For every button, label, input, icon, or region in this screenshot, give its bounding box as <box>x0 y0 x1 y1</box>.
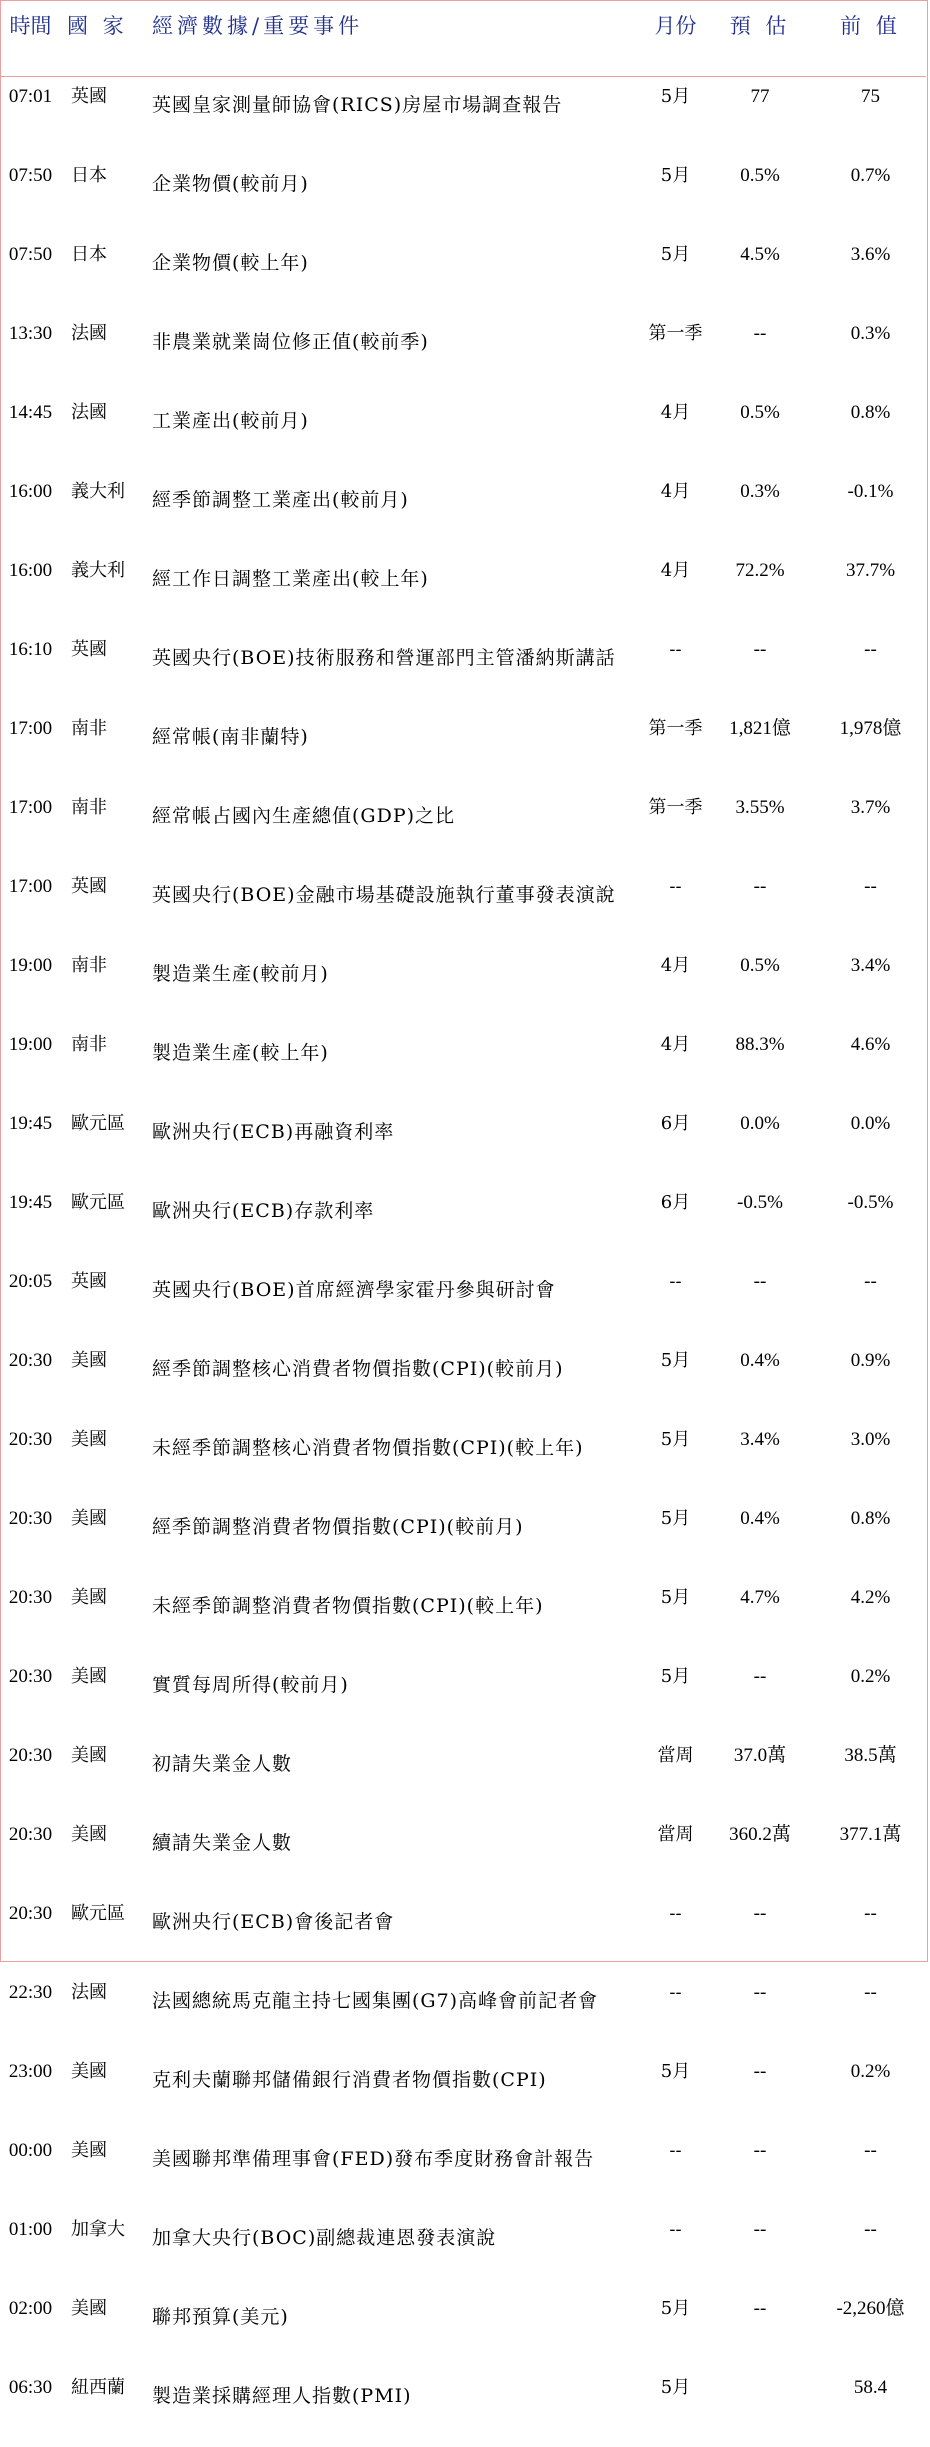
row-month: 5月 <box>646 2052 705 2131</box>
row-country: 美國 <box>61 2289 144 2368</box>
row-month: 當周 <box>646 1815 705 1894</box>
row-event: 克利夫蘭聯邦儲備銀行消費者物價指數(CPI) <box>144 2052 646 2131</box>
row-event: 實質每周所得(較前月) <box>144 1657 646 1736</box>
row-event: 經季節調整工業產出(較前月) <box>144 472 646 551</box>
row-country: 南非 <box>61 709 144 788</box>
row-estimate: 3.4% <box>705 1420 815 1499</box>
row-event: 企業物價(較前月) <box>144 156 646 235</box>
row-event: 歐洲央行(ECB)存款利率 <box>144 1183 646 1262</box>
row-event: 經季節調整核心消費者物價指數(CPI)(較前月) <box>144 1341 646 1420</box>
row-estimate: 72.2% <box>705 551 815 630</box>
row-country: 美國 <box>61 1499 144 1578</box>
row-month: -- <box>646 1894 705 1973</box>
row-time: 20:30 <box>0 1736 61 1815</box>
row-month: 5月 <box>646 2289 705 2368</box>
row-event: 經常帳占國內生產總值(GDP)之比 <box>144 788 646 867</box>
row-time: 07:01 <box>0 77 61 157</box>
row-previous: 0.8% <box>815 393 926 472</box>
row-estimate: 1,821億 <box>705 709 815 788</box>
row-country: 美國 <box>61 1736 144 1815</box>
row-event: 非農業就業崗位修正值(較前季) <box>144 314 646 393</box>
row-country: 美國 <box>61 1578 144 1657</box>
row-time: 19:45 <box>0 1183 61 1262</box>
row-event: 歐洲央行(ECB)會後記者會 <box>144 1894 646 1973</box>
row-time: 20:30 <box>0 1578 61 1657</box>
row-estimate: -- <box>705 2052 815 2131</box>
row-event: 經工作日調整工業產出(較上年) <box>144 551 646 630</box>
row-previous: 0.9% <box>815 1341 926 1420</box>
row-country: 英國 <box>61 630 144 709</box>
row-previous: -2,260億 <box>815 2289 926 2368</box>
row-month: -- <box>646 1262 705 1341</box>
row-month: 5月 <box>646 1341 705 1420</box>
row-previous: 0.7% <box>815 156 926 235</box>
row-estimate: -0.5% <box>705 1183 815 1262</box>
row-time: 20:30 <box>0 1894 61 1973</box>
row-estimate: -- <box>705 630 815 709</box>
row-time: 01:00 <box>0 2210 61 2289</box>
row-country: 南非 <box>61 946 144 1025</box>
row-month: 5月 <box>646 235 705 314</box>
row-previous: -- <box>815 1262 926 1341</box>
row-country: 美國 <box>61 1420 144 1499</box>
row-previous: 1,978億 <box>815 709 926 788</box>
row-month: 4月 <box>646 1025 705 1104</box>
row-previous: 0.0% <box>815 1104 926 1183</box>
row-country: 英國 <box>61 1262 144 1341</box>
row-country: 美國 <box>61 1815 144 1894</box>
header-estimate: 預 估 <box>705 0 815 77</box>
row-month: 6月 <box>646 1183 705 1262</box>
row-estimate: -- <box>705 867 815 946</box>
row-estimate: -- <box>705 1262 815 1341</box>
row-month: 4月 <box>646 551 705 630</box>
row-event: 續請失業金人數 <box>144 1815 646 1894</box>
row-month: 第一季 <box>646 709 705 788</box>
header-country: 國 家 <box>61 0 144 77</box>
row-previous: 3.6% <box>815 235 926 314</box>
row-time: 20:30 <box>0 1815 61 1894</box>
row-previous: -- <box>815 2131 926 2210</box>
row-event: 製造業採購經理人指數(PMI) <box>144 2368 646 2447</box>
header-time: 時間 <box>0 0 61 77</box>
row-event: 未經季節調整核心消費者物價指數(CPI)(較上年) <box>144 1420 646 1499</box>
row-country: 義大利 <box>61 551 144 630</box>
row-previous: 377.1萬 <box>815 1815 926 1894</box>
row-country: 紐西蘭 <box>61 2368 144 2447</box>
row-time: 02:00 <box>0 2289 61 2368</box>
row-time: 00:00 <box>0 2131 61 2210</box>
row-time: 20:30 <box>0 1420 61 1499</box>
row-event: 製造業生產(較上年) <box>144 1025 646 1104</box>
table-row <box>0 2289 926 2368</box>
row-time: 07:50 <box>0 156 61 235</box>
row-event: 工業產出(較前月) <box>144 393 646 472</box>
row-event: 企業物價(較上年) <box>144 235 646 314</box>
row-previous: 38.5萬 <box>815 1736 926 1815</box>
row-time: 20:05 <box>0 1262 61 1341</box>
row-estimate: 0.4% <box>705 1341 815 1420</box>
row-previous: 75 <box>815 77 926 157</box>
row-estimate: 4.7% <box>705 1578 815 1657</box>
header-month: 月份 <box>646 0 705 77</box>
row-time: 20:30 <box>0 1341 61 1420</box>
row-month: -- <box>646 630 705 709</box>
row-event: 英國央行(BOE)首席經濟學家霍丹參與研討會 <box>144 1262 646 1341</box>
row-event: 英國央行(BOE)技術服務和營運部門主管潘納斯講話 <box>144 630 646 709</box>
row-estimate: -- <box>705 314 815 393</box>
row-previous: -0.5% <box>815 1183 926 1262</box>
row-estimate: 0.5% <box>705 393 815 472</box>
row-time: 16:00 <box>0 472 61 551</box>
row-estimate: 4.5% <box>705 235 815 314</box>
row-month: 6月 <box>646 1104 705 1183</box>
row-event: 未經季節調整消費者物價指數(CPI)(較上年) <box>144 1578 646 1657</box>
row-previous: 0.8% <box>815 1499 926 1578</box>
row-month: 5月 <box>646 77 705 157</box>
row-previous: -- <box>815 1894 926 1973</box>
row-time: 22:30 <box>0 1973 61 2052</box>
row-event: 法國總統馬克龍主持七國集團(G7)高峰會前記者會 <box>144 1973 646 2052</box>
row-estimate: 0.4% <box>705 1499 815 1578</box>
table-row <box>0 1973 926 2052</box>
row-country: 歐元區 <box>61 1183 144 1262</box>
row-time: 20:30 <box>0 1657 61 1736</box>
row-month: 4月 <box>646 472 705 551</box>
row-month: 5月 <box>646 1657 705 1736</box>
row-event: 英國央行(BOE)金融市場基礎設施執行董事發表演說 <box>144 867 646 946</box>
row-month: 第一季 <box>646 788 705 867</box>
table-row <box>0 2052 926 2131</box>
row-time: 16:00 <box>0 551 61 630</box>
row-previous: 3.0% <box>815 1420 926 1499</box>
row-time: 17:00 <box>0 788 61 867</box>
row-previous: 0.2% <box>815 2052 926 2131</box>
row-time: 07:50 <box>0 235 61 314</box>
row-estimate: 77 <box>705 77 815 157</box>
row-estimate: -- <box>705 1973 815 2052</box>
row-estimate: 360.2萬 <box>705 1815 815 1894</box>
row-country: 歐元區 <box>61 1894 144 1973</box>
row-time: 19:00 <box>0 1025 61 1104</box>
row-time: 13:30 <box>0 314 61 393</box>
row-country: 法國 <box>61 393 144 472</box>
row-previous: 58.4 <box>815 2368 926 2447</box>
row-estimate: 88.3% <box>705 1025 815 1104</box>
row-time: 06:30 <box>0 2368 61 2447</box>
table-row <box>0 2131 926 2210</box>
row-event: 歐洲央行(ECB)再融資利率 <box>144 1104 646 1183</box>
row-time: 19:45 <box>0 1104 61 1183</box>
row-time: 17:00 <box>0 867 61 946</box>
row-estimate: -- <box>705 2131 815 2210</box>
row-estimate: -- <box>705 2289 815 2368</box>
row-event: 製造業生產(較前月) <box>144 946 646 1025</box>
row-time: 17:00 <box>0 709 61 788</box>
header-event: 經濟數據/重要事件 <box>144 0 646 77</box>
row-estimate: -- <box>705 1894 815 1973</box>
header-previous: 前 值 <box>815 0 926 77</box>
row-previous: 0.2% <box>815 1657 926 1736</box>
table-row <box>0 2368 926 2447</box>
row-time: 20:30 <box>0 1499 61 1578</box>
row-previous: -- <box>815 630 926 709</box>
row-month: 4月 <box>646 946 705 1025</box>
row-month: 第一季 <box>646 314 705 393</box>
row-previous: 4.6% <box>815 1025 926 1104</box>
row-country: 南非 <box>61 1025 144 1104</box>
row-month: -- <box>646 867 705 946</box>
row-estimate: 0.3% <box>705 472 815 551</box>
row-event: 經常帳(南非蘭特) <box>144 709 646 788</box>
row-month: 5月 <box>646 1420 705 1499</box>
row-time: 23:00 <box>0 2052 61 2131</box>
row-previous: 37.7% <box>815 551 926 630</box>
row-month: 5月 <box>646 1578 705 1657</box>
row-country: 英國 <box>61 867 144 946</box>
row-country: 美國 <box>61 1657 144 1736</box>
row-country: 美國 <box>61 1341 144 1420</box>
row-event: 加拿大央行(BOC)副總裁連恩發表演說 <box>144 2210 646 2289</box>
row-month: 當周 <box>646 1736 705 1815</box>
row-country: 義大利 <box>61 472 144 551</box>
row-month: -- <box>646 2210 705 2289</box>
row-time: 16:10 <box>0 630 61 709</box>
row-previous: -- <box>815 1973 926 2052</box>
row-estimate: -- <box>705 2210 815 2289</box>
row-time: 14:45 <box>0 393 61 472</box>
row-event: 英國皇家測量師協會(RICS)房屋市場調查報告 <box>144 77 646 157</box>
row-previous: -- <box>815 2210 926 2289</box>
row-estimate: 37.0萬 <box>705 1736 815 1815</box>
row-month: 5月 <box>646 1499 705 1578</box>
row-event: 初請失業金人數 <box>144 1736 646 1815</box>
row-country: 法國 <box>61 314 144 393</box>
row-country: 法國 <box>61 1973 144 2052</box>
row-estimate: -- <box>705 1657 815 1736</box>
row-country: 英國 <box>61 77 144 157</box>
table-row <box>0 2210 926 2289</box>
row-time: 19:00 <box>0 946 61 1025</box>
row-previous: 4.2% <box>815 1578 926 1657</box>
row-country: 日本 <box>61 235 144 314</box>
row-month: -- <box>646 2131 705 2210</box>
row-estimate <box>705 2368 815 2447</box>
row-country: 美國 <box>61 2131 144 2210</box>
row-previous: -0.1% <box>815 472 926 551</box>
row-previous: 3.7% <box>815 788 926 867</box>
row-event: 聯邦預算(美元) <box>144 2289 646 2368</box>
row-month: 4月 <box>646 393 705 472</box>
row-country: 歐元區 <box>61 1104 144 1183</box>
row-estimate: 0.5% <box>705 946 815 1025</box>
row-month: 5月 <box>646 156 705 235</box>
row-estimate: 0.0% <box>705 1104 815 1183</box>
row-country: 美國 <box>61 2052 144 2131</box>
row-country: 南非 <box>61 788 144 867</box>
row-previous: 3.4% <box>815 946 926 1025</box>
row-event: 美國聯邦準備理事會(FED)發布季度財務會計報告 <box>144 2131 646 2210</box>
row-month: -- <box>646 1973 705 2052</box>
row-country: 日本 <box>61 156 144 235</box>
row-event: 經季節調整消費者物價指數(CPI)(較前月) <box>144 1499 646 1578</box>
row-estimate: 0.5% <box>705 156 815 235</box>
row-country: 加拿大 <box>61 2210 144 2289</box>
row-previous: -- <box>815 867 926 946</box>
row-previous: 0.3% <box>815 314 926 393</box>
row-month: 5月 <box>646 2368 705 2447</box>
row-estimate: 3.55% <box>705 788 815 867</box>
